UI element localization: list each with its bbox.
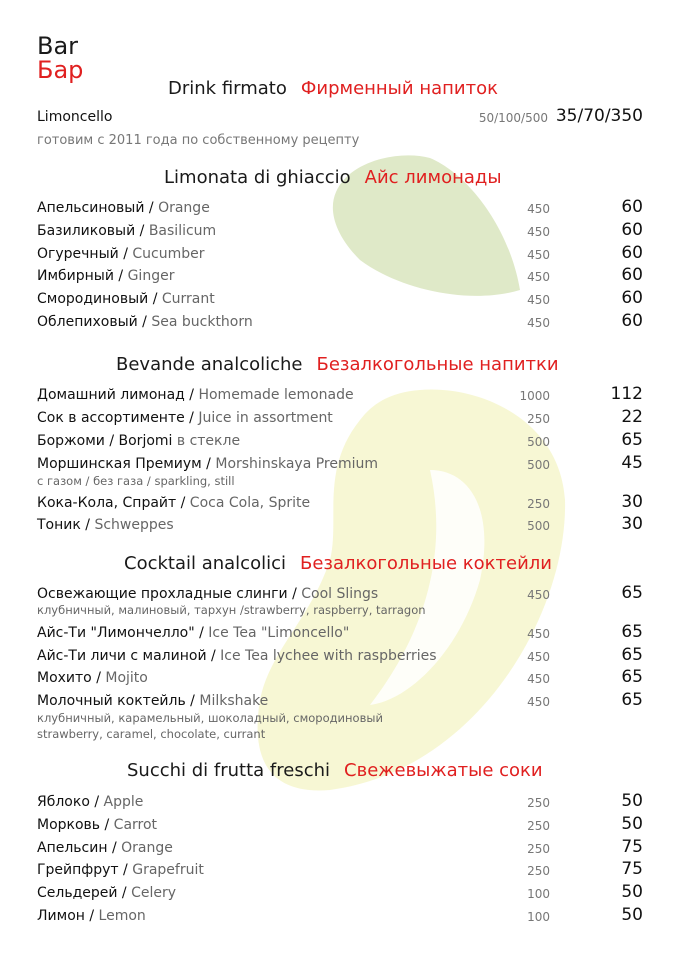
item-price: 65 — [621, 667, 643, 687]
item-price: 30 — [621, 492, 643, 512]
item-price: 65 — [621, 645, 643, 665]
item-price: 30 — [621, 514, 643, 534]
item-name: Лимон / Lemon — [37, 908, 146, 924]
menu-item — [37, 267, 643, 287]
item-volume: 450 — [527, 316, 550, 330]
item-name: Морковь / Carrot — [37, 817, 158, 833]
item-volume: 450 — [527, 270, 550, 284]
item-volume: 450 — [527, 650, 550, 664]
section-heading-ice-lemonades: Limonata di ghiaccio Айс лимонады — [164, 167, 502, 188]
item-name: Limoncello — [37, 109, 113, 125]
menu-item — [37, 793, 643, 813]
menu-item — [37, 455, 643, 475]
item-price: 65 — [621, 622, 643, 642]
item-name: Облепиховый / Sea buckthorn — [37, 314, 253, 330]
menu-item — [37, 647, 643, 667]
item-price: 60 — [621, 311, 643, 331]
item-volume: 450 — [527, 225, 550, 239]
menu-item — [37, 624, 643, 644]
item-price: 112 — [610, 384, 643, 404]
page-title: Bar — [37, 32, 79, 60]
menu-item — [37, 884, 643, 904]
menu-item — [37, 199, 643, 219]
item-name: Айс-Ти личи с малиной / Ice Tea lychee with raspberries — [37, 648, 437, 664]
item-note: strawberry, caramel, chocolate, currant — [37, 727, 266, 741]
section-heading-soft-drinks: Bevande analcoliche Безалкогольные напитки — [116, 354, 559, 375]
item-volume: 100 — [527, 910, 550, 924]
item-volume: 450 — [527, 248, 550, 262]
menu-item — [37, 839, 643, 859]
item-price: 75 — [621, 859, 643, 879]
menu-item — [37, 516, 643, 536]
menu-item — [37, 816, 643, 836]
menu-item — [37, 692, 643, 712]
item-price: 60 — [621, 288, 643, 308]
menu-item — [37, 386, 643, 406]
item-name: Яблоко / Apple — [37, 794, 144, 810]
item-name: Базиликовый / Basilicum — [37, 223, 217, 239]
item-price: 50 — [621, 882, 643, 902]
item-name: Боржоми / Borjomi в стекле — [37, 433, 241, 449]
menu-item — [37, 245, 643, 265]
item-volume: 450 — [527, 672, 550, 686]
item-name: Сок в ассортименте / Juice in assortment — [37, 410, 333, 426]
item-price: 35/70/350 — [555, 106, 643, 126]
item-volume: 450 — [527, 293, 550, 307]
item-price: 22 — [621, 407, 643, 427]
menu-item — [37, 494, 643, 514]
section-heading-soft-cocktails: Cocktail analcolici Безалкогольные коктейли — [124, 553, 552, 574]
menu-item — [37, 585, 643, 605]
item-volume: 450 — [527, 202, 550, 216]
menu-item — [37, 907, 643, 927]
item-price: 60 — [621, 197, 643, 217]
item-volume: 500 — [527, 458, 550, 472]
page-title-ru: Бар — [37, 56, 84, 84]
item-name: Сельдерей / Celery — [37, 885, 177, 901]
item-volume: 1000 — [519, 389, 550, 403]
item-name: Смородиновый / Currant — [37, 291, 215, 307]
item-name: Имбирный / Ginger — [37, 268, 175, 284]
item-price: 60 — [621, 243, 643, 263]
menu-item — [37, 409, 643, 429]
item-volume: 500 — [527, 519, 550, 533]
item-note: с газом / без газа / sparkling, still — [37, 474, 235, 488]
item-price: 75 — [621, 837, 643, 857]
item-volume: 250 — [527, 842, 550, 856]
item-volume: 100 — [527, 887, 550, 901]
item-volume: 450 — [527, 588, 550, 602]
item-volume: 450 — [527, 627, 550, 641]
item-volume: 250 — [527, 412, 550, 426]
menu-item-limoncello — [37, 108, 643, 128]
limoncello-description: готовим с 2011 года по собственному рецепту — [37, 133, 360, 148]
item-volume: 500 — [527, 435, 550, 449]
item-price: 50 — [621, 905, 643, 925]
menu-item — [37, 290, 643, 310]
item-note: клубничный, малиновый, тархун /strawberry, raspberry, tarragon — [37, 603, 426, 617]
item-price: 50 — [621, 791, 643, 811]
item-name: Домашний лимонад / Homemade lemonade — [37, 387, 354, 403]
item-volume: 50/100/500 — [478, 111, 548, 125]
menu-item — [37, 313, 643, 333]
item-price: 65 — [621, 430, 643, 450]
item-name: Освежающие прохладные слинги / Cool Slings — [37, 586, 379, 602]
item-price: 65 — [621, 583, 643, 603]
item-name: Молочный коктейль / Milkshake — [37, 693, 269, 709]
menu-item — [37, 861, 643, 881]
item-volume: 250 — [527, 819, 550, 833]
item-name: Айс-Ти "Лимончелло" / Ice Tea "Limoncello" — [37, 625, 350, 641]
menu-item — [37, 669, 643, 689]
item-name: Моршинская Премиум / Morshinskaya Premium — [37, 456, 379, 472]
item-note: клубничный, карамельный, шоколадный, смородиновый — [37, 711, 383, 725]
item-volume: 450 — [527, 695, 550, 709]
item-price: 45 — [621, 453, 643, 473]
item-name: Кока-Кола, Спрайт / Coca Cola, Sprite — [37, 495, 311, 511]
item-volume: 250 — [527, 796, 550, 810]
item-name: Тоник / Schweppes — [37, 517, 174, 533]
menu-item — [37, 432, 643, 452]
item-volume: 250 — [527, 497, 550, 511]
menu-item — [37, 222, 643, 242]
item-name: Грейпфрут / Grapefruit — [37, 862, 204, 878]
section-heading-signature: Drink firmato Фирменный напиток — [168, 78, 498, 99]
item-name: Апельсин / Orange — [37, 840, 173, 856]
item-name: Огуречный / Cucumber — [37, 246, 205, 262]
item-name: Апельсиновый / Orange — [37, 200, 210, 216]
item-price: 60 — [621, 265, 643, 285]
section-heading-fresh-juices: Succhi di frutta freschi Свежевыжатые соки — [127, 760, 543, 781]
item-volume: 250 — [527, 864, 550, 878]
item-name: Мохито / Mojito — [37, 670, 148, 686]
item-price: 50 — [621, 814, 643, 834]
item-price: 60 — [621, 220, 643, 240]
item-price: 65 — [621, 690, 643, 710]
